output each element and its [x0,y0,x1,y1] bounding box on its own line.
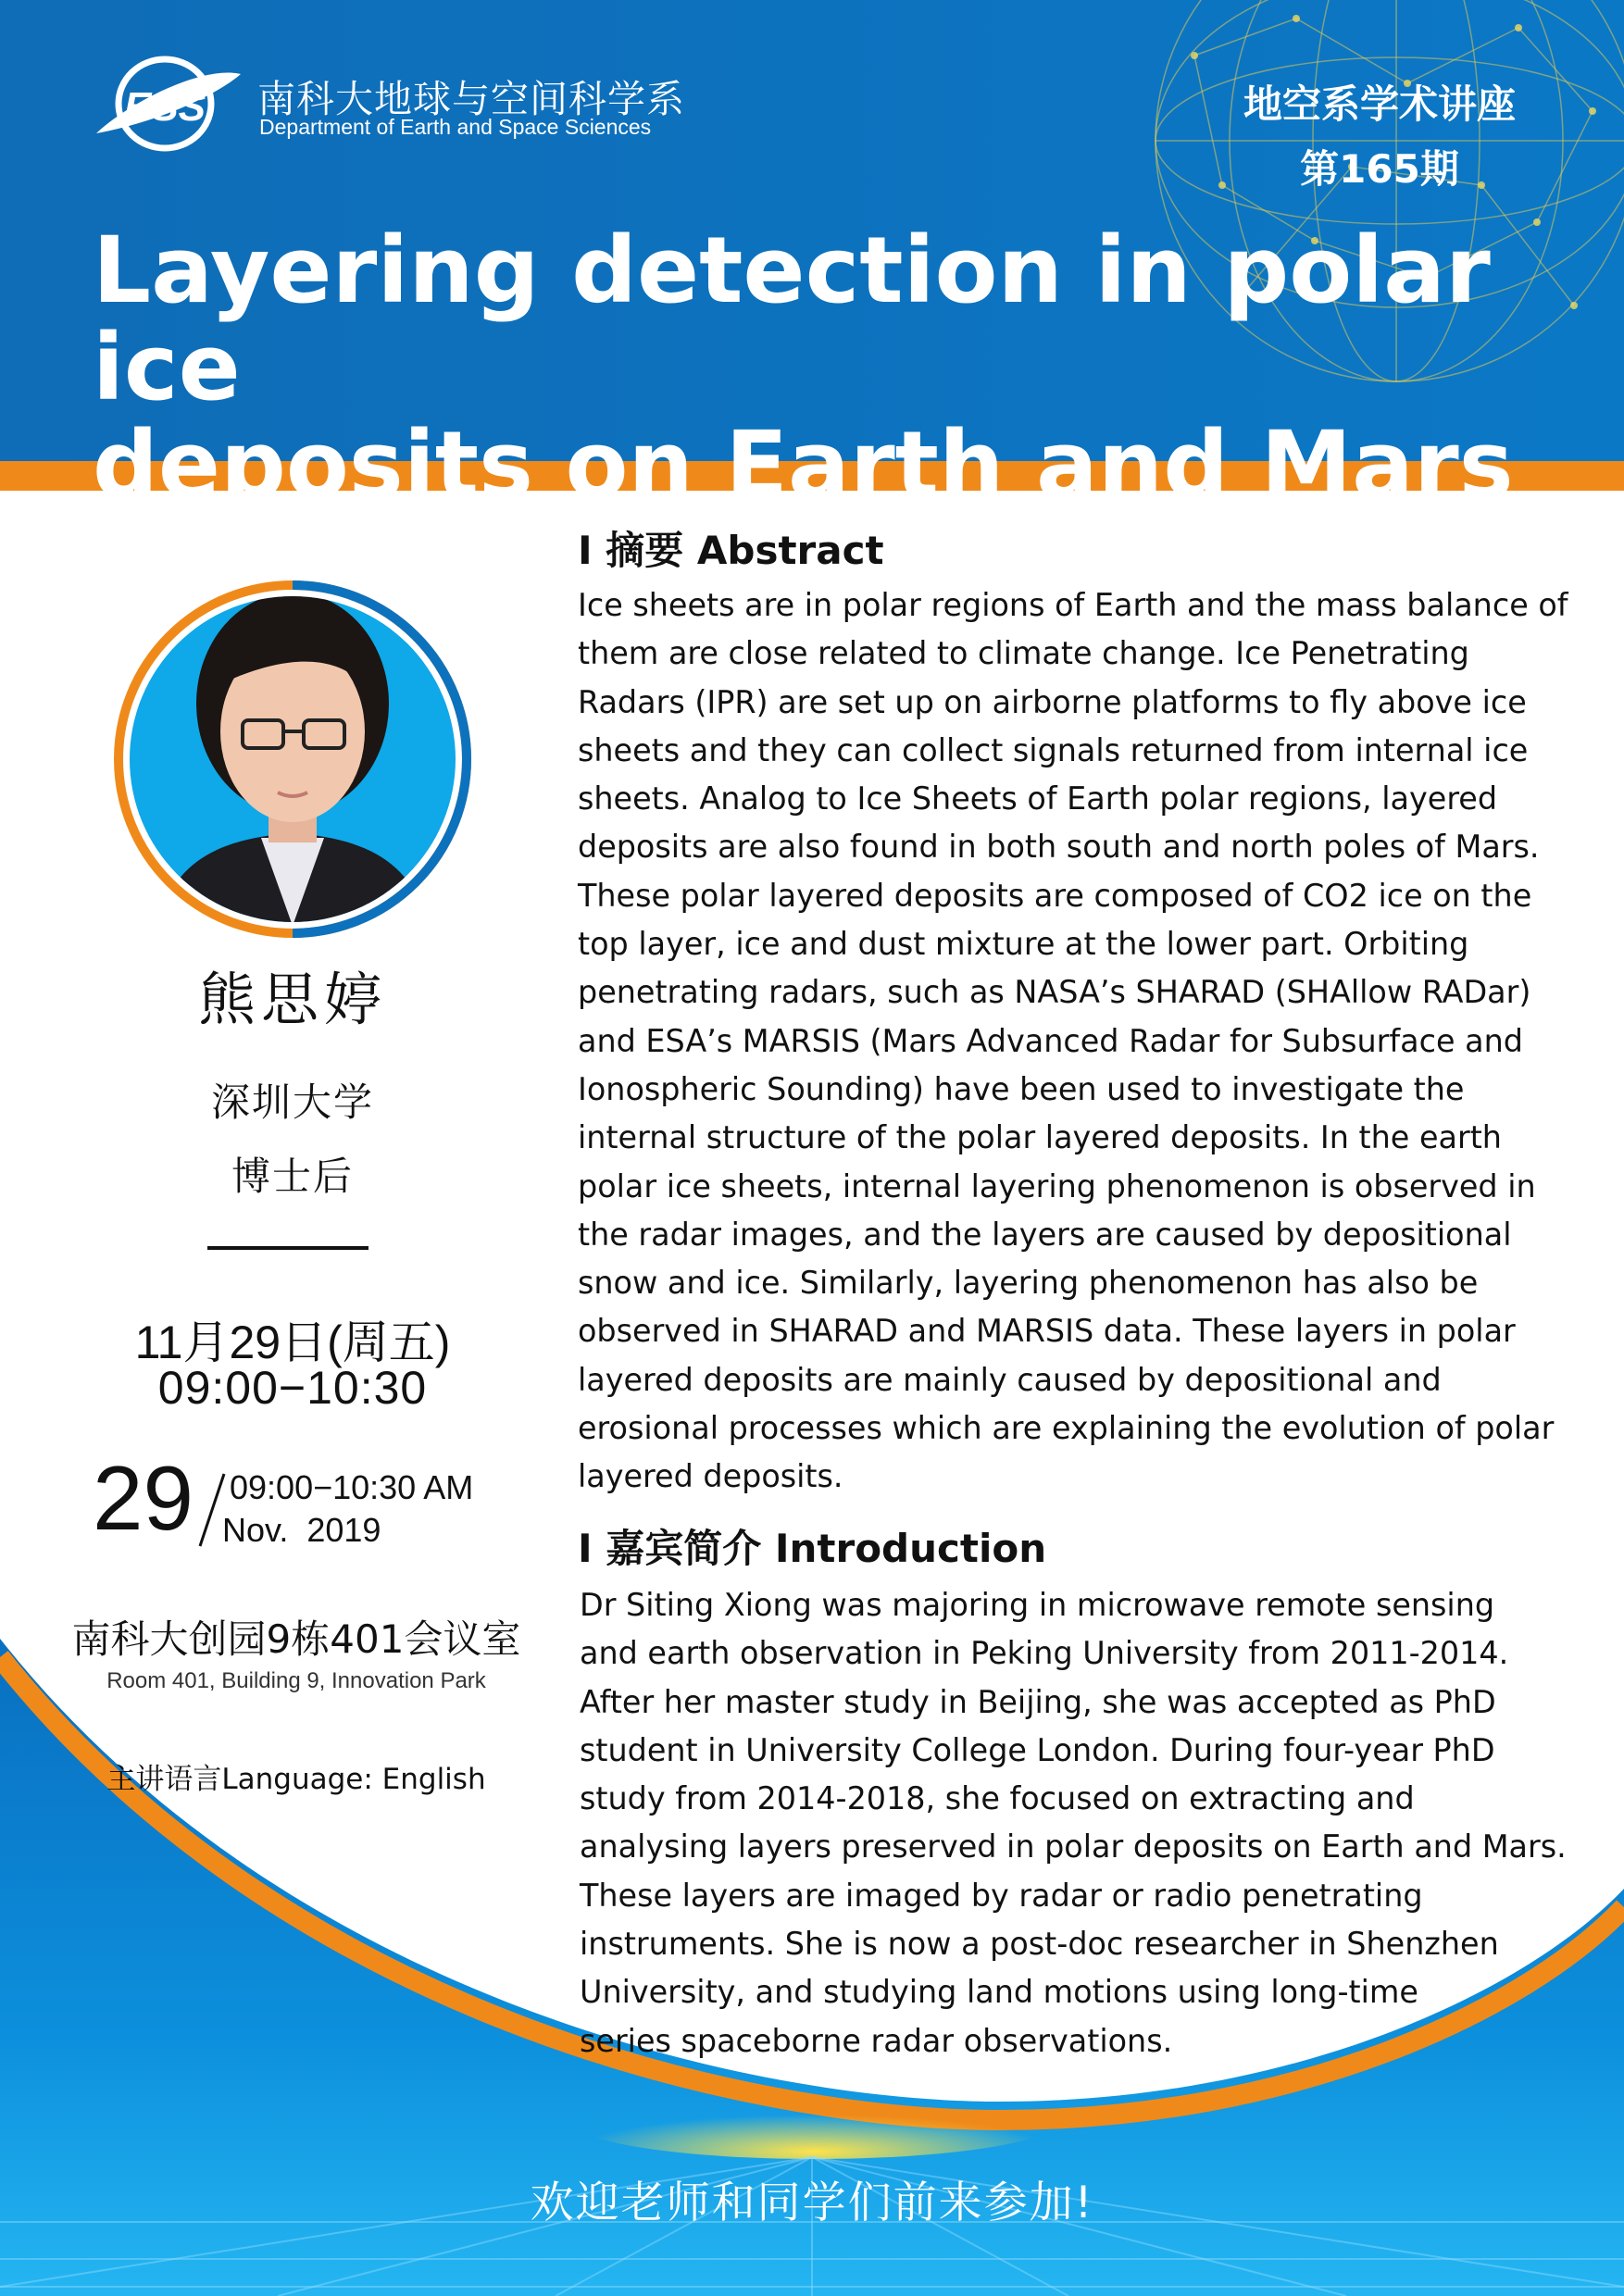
speaker-affiliation: 深圳大学 [210,1079,374,1125]
speaker-position: 博士后 [231,1154,354,1199]
abstract-text: Ice sheets are in polar regions of Earth and the mass balance of them are close related to climate change. Ice Penetrating Radars (IPR) are set up on airborne platforms to fly above ice sheets and they can collect signals returned from internal ice sheets. Analog to Ice Sheets of Earth polar regions, layered deposits are also found in both south and north poles of Mars. These polar layered deposits are composed of CO2 ice on the top layer, ice and dust mixture at the lower part. Orbiting penetrating radars, such as NASA’s SHARAD (SHAllow RADar) and ESA’s MARSIS (Mars Advanced Radar for Subsurface and Ionospheric Sounding) have been used to investigate the internal structure of the polar layered deposits. In the earth polar ice sheets, internal layering phenomenon is observed in the radar images, and the layers are caused by depositional snow and ice. Similarly, layering phenomenon has also be observed in SHARAD and MARSIS data. These layers in polar layered deposits are mainly caused by depositional and erosional processes which are explaining the evolution of polar layered deposits. [578,587,1568,1495]
event-time-en: 09:00−10:30 AM [230,1468,474,1506]
speaker-name: 熊思婷 [197,966,387,1033]
talk-title-line-1: Layering detection in polar ice [93,218,1491,421]
department-name-en: Department of Earth and Space Sciences [259,115,652,139]
talk-title [93,218,1574,518]
introduction-text: Dr Siting Xiong was majoring in microwave remote sensing and earth observation in Peking University from 2011-2014. After her master study in Beijing, she was accepted as PhD student in University College London. During four-year PhD study from 2014-2018, she focused on extracting and analysing layers preserved in polar deposits on Earth and Mars. These layers are imaged by radar or radio penetrating instruments. She is now a post-doc researcher in Shenzhen University, and studying land motions using long-time series spaceborne radar observations. [580,1587,1567,2059]
speaker-photo [119,583,472,935]
event-time: 09:00−10:30 [157,1362,428,1414]
venue-en: Room 401, Building 9, Innovation Park [106,1668,486,1693]
event-date-cn: 11月29日(周五) [134,1316,451,1368]
ess-logo-mark: ESS [123,84,206,130]
talk-title-line-2: deposits on Earth and Mars [93,412,1514,518]
event-day-large: 29 [93,1447,194,1549]
venue-cn: 南科大创园9栋401会议室 [71,1616,521,1662]
talk-language: 主讲语言Language: English [106,1763,486,1796]
lecture-issue-number: 第165期 [1300,146,1459,192]
welcome-message: 欢迎老师和同学们前来参加! [530,2177,1094,2228]
event-month-year: Nov. 2019 [222,1511,381,1549]
abstract-heading: I 摘要 Abstract [578,528,884,573]
department-name-cn: 南科大地球与空间科学系 [257,77,685,121]
divider [207,1246,369,1250]
lecture-series-label: 地空系学术讲座 [1243,81,1516,127]
introduction-heading: I 嘉宾简介 Introduction [578,1526,1047,1571]
